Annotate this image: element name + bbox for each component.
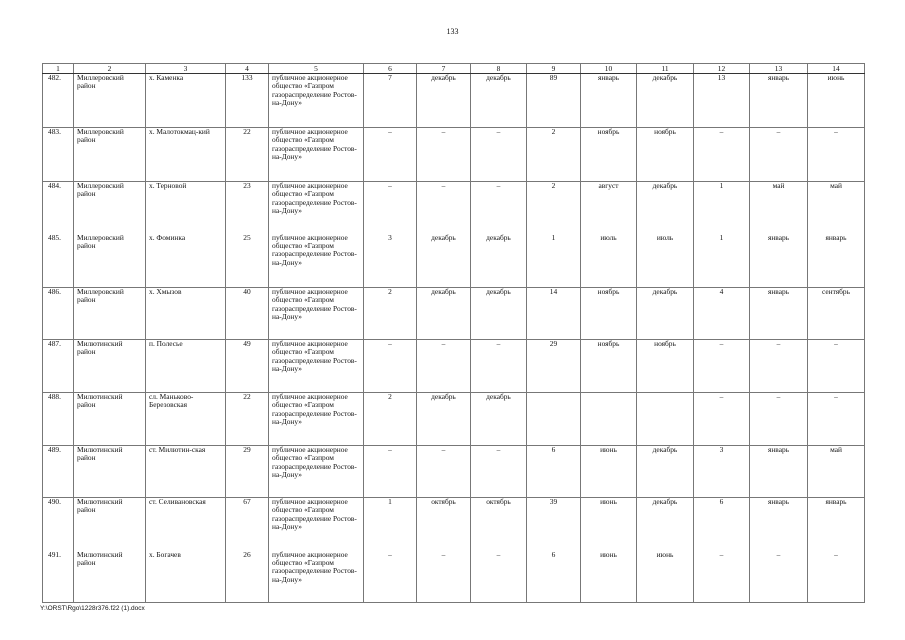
- col6-cell: 2: [364, 393, 417, 446]
- col11-cell: ноябрь: [637, 128, 694, 182]
- col8-cell: –: [471, 551, 527, 603]
- col12-cell: 4: [694, 288, 750, 340]
- district-cell: Милютинский район: [74, 446, 146, 498]
- col14-cell: май: [808, 446, 865, 498]
- district-cell: Миллеровский район: [74, 234, 146, 288]
- col9-cell: [527, 393, 581, 446]
- column-header-14: 14: [808, 64, 865, 74]
- col4-cell: 67: [226, 498, 269, 551]
- col8-cell: декабрь: [471, 234, 527, 288]
- col12-cell: 1: [694, 234, 750, 288]
- column-header-10: 10: [581, 64, 637, 74]
- column-header-2: 2: [74, 64, 146, 74]
- col9-cell: 2: [527, 182, 581, 234]
- column-header-5: 5: [269, 64, 364, 74]
- organization-cell: публичное акционерное общество «Газпром газораспределение Ростов-на-Дону»: [269, 551, 364, 603]
- col7-cell: декабрь: [417, 393, 471, 446]
- settlement-cell: ст. Милютин-ская: [146, 446, 226, 498]
- col10-cell: [581, 393, 637, 446]
- col14-cell: –: [808, 551, 865, 603]
- footer-file-path: Y:\ORST\Rgo\1228r376.f22 (1).docx: [40, 605, 145, 612]
- col10-cell: июль: [581, 234, 637, 288]
- table-row: [43, 340, 865, 393]
- col13-cell: январь: [750, 288, 808, 340]
- col4-cell: 40: [226, 288, 269, 340]
- col11-cell: июль: [637, 234, 694, 288]
- col7-cell: –: [417, 182, 471, 234]
- col6-cell: –: [364, 446, 417, 498]
- row-number: 483.: [43, 128, 74, 182]
- col12-cell: –: [694, 128, 750, 182]
- settlement-cell: х. Фоминка: [146, 234, 226, 288]
- organization-cell: публичное акционерное общество «Газпром газораспределение Ростов-на-Дону»: [269, 182, 364, 234]
- table-row: [43, 446, 865, 498]
- settlement-cell: х. Каменка: [146, 74, 226, 128]
- col10-cell: ноябрь: [581, 288, 637, 340]
- col4-cell: 22: [226, 128, 269, 182]
- column-header-12: 12: [694, 64, 750, 74]
- col14-cell: –: [808, 128, 865, 182]
- settlement-cell: х. Малотокмац-кий: [146, 128, 226, 182]
- col4-cell: 23: [226, 182, 269, 234]
- organization-cell: публичное акционерное общество «Газпром газораспределение Ростов-на-Дону»: [269, 340, 364, 393]
- column-header-8: 8: [471, 64, 527, 74]
- col7-cell: –: [417, 446, 471, 498]
- col11-cell: [637, 393, 694, 446]
- col4-cell: 22: [226, 393, 269, 446]
- col13-cell: январь: [750, 74, 808, 128]
- col6-cell: 3: [364, 234, 417, 288]
- col6-cell: 1: [364, 498, 417, 551]
- col11-cell: декабрь: [637, 74, 694, 128]
- column-header-6: 6: [364, 64, 417, 74]
- page-number: 133: [446, 27, 459, 36]
- col13-cell: январь: [750, 498, 808, 551]
- table-row: [43, 74, 865, 128]
- col14-cell: июнь: [808, 74, 865, 128]
- col14-cell: январь: [808, 234, 865, 288]
- col10-cell: ноябрь: [581, 128, 637, 182]
- col10-cell: январь: [581, 74, 637, 128]
- row-number: 488.: [43, 393, 74, 446]
- col13-cell: май: [750, 182, 808, 234]
- district-cell: Милютинский район: [74, 393, 146, 446]
- row-number: 485.: [43, 234, 74, 288]
- district-cell: Милютинский район: [74, 551, 146, 603]
- table-row: [43, 128, 865, 182]
- column-header-13: 13: [750, 64, 808, 74]
- col7-cell: декабрь: [417, 74, 471, 128]
- col8-cell: декабрь: [471, 288, 527, 340]
- row-number: 484.: [43, 182, 74, 234]
- col11-cell: декабрь: [637, 288, 694, 340]
- district-cell: Миллеровский район: [74, 74, 146, 128]
- col10-cell: август: [581, 182, 637, 234]
- table-header: [43, 64, 865, 74]
- organization-cell: публичное акционерное общество «Газпром газораспределение Ростов-на-Дону»: [269, 446, 364, 498]
- organization-cell: публичное акционерное общество «Газпром газораспределение Ростов-на-Дону»: [269, 288, 364, 340]
- table-row: [43, 182, 865, 234]
- col4-cell: 133: [226, 74, 269, 128]
- col6-cell: –: [364, 128, 417, 182]
- col11-cell: ноябрь: [637, 340, 694, 393]
- col7-cell: –: [417, 128, 471, 182]
- settlement-cell: х. Хмызов: [146, 288, 226, 340]
- col9-cell: 89: [527, 74, 581, 128]
- col13-cell: январь: [750, 446, 808, 498]
- col7-cell: –: [417, 551, 471, 603]
- table-body: [43, 74, 865, 603]
- settlement-cell: х. Терновой: [146, 182, 226, 234]
- col13-cell: –: [750, 393, 808, 446]
- row-number: 490.: [43, 498, 74, 551]
- table-row: [43, 234, 865, 288]
- row-number: 487.: [43, 340, 74, 393]
- column-header-3: 3: [146, 64, 226, 74]
- col10-cell: июнь: [581, 446, 637, 498]
- col14-cell: май: [808, 182, 865, 234]
- col12-cell: –: [694, 340, 750, 393]
- table-row: [43, 288, 865, 340]
- district-cell: Миллеровский район: [74, 128, 146, 182]
- table-row: [43, 393, 865, 446]
- col6-cell: 7: [364, 74, 417, 128]
- col8-cell: декабрь: [471, 74, 527, 128]
- col10-cell: ноябрь: [581, 340, 637, 393]
- col14-cell: январь: [808, 498, 865, 551]
- col9-cell: 14: [527, 288, 581, 340]
- row-number: 489.: [43, 446, 74, 498]
- col7-cell: октябрь: [417, 498, 471, 551]
- district-cell: Миллеровский район: [74, 288, 146, 340]
- col9-cell: 6: [527, 446, 581, 498]
- col14-cell: сентябрь: [808, 288, 865, 340]
- col6-cell: –: [364, 182, 417, 234]
- col9-cell: 6: [527, 551, 581, 603]
- col13-cell: январь: [750, 234, 808, 288]
- settlement-cell: х. Богачев: [146, 551, 226, 603]
- column-header-1: 1: [43, 64, 74, 74]
- settlement-cell: п. Полесье: [146, 340, 226, 393]
- col8-cell: –: [471, 182, 527, 234]
- col7-cell: декабрь: [417, 288, 471, 340]
- col12-cell: –: [694, 393, 750, 446]
- col8-cell: –: [471, 340, 527, 393]
- column-header-11: 11: [637, 64, 694, 74]
- col11-cell: декабрь: [637, 446, 694, 498]
- col8-cell: декабрь: [471, 393, 527, 446]
- col12-cell: 6: [694, 498, 750, 551]
- col7-cell: –: [417, 340, 471, 393]
- col10-cell: июнь: [581, 551, 637, 603]
- col9-cell: 39: [527, 498, 581, 551]
- col8-cell: –: [471, 128, 527, 182]
- col12-cell: 13: [694, 74, 750, 128]
- table-row: [43, 551, 865, 603]
- col9-cell: 29: [527, 340, 581, 393]
- col6-cell: –: [364, 340, 417, 393]
- col11-cell: декабрь: [637, 182, 694, 234]
- col13-cell: –: [750, 551, 808, 603]
- col11-cell: июнь: [637, 551, 694, 603]
- col4-cell: 49: [226, 340, 269, 393]
- organization-cell: публичное акционерное общество «Газпром газораспределение Ростов-на-Дону»: [269, 498, 364, 551]
- organization-cell: публичное акционерное общество «Газпром газораспределение Ростов-на-Дону»: [269, 234, 364, 288]
- col12-cell: –: [694, 551, 750, 603]
- col9-cell: 2: [527, 128, 581, 182]
- col7-cell: декабрь: [417, 234, 471, 288]
- column-header-7: 7: [417, 64, 471, 74]
- settlement-cell: ст. Селивановская: [146, 498, 226, 551]
- col13-cell: –: [750, 340, 808, 393]
- col6-cell: –: [364, 551, 417, 603]
- col13-cell: –: [750, 128, 808, 182]
- col9-cell: 1: [527, 234, 581, 288]
- col6-cell: 2: [364, 288, 417, 340]
- col10-cell: июнь: [581, 498, 637, 551]
- organization-cell: публичное акционерное общество «Газпром газораспределение Ростов-на-Дону»: [269, 393, 364, 446]
- col12-cell: 3: [694, 446, 750, 498]
- row-number: 482.: [43, 74, 74, 128]
- district-cell: Милютинский район: [74, 498, 146, 551]
- settlement-cell: сл. Маньково-Березовская: [146, 393, 226, 446]
- district-cell: Миллеровский район: [74, 182, 146, 234]
- table-row: [43, 498, 865, 551]
- col4-cell: 26: [226, 551, 269, 603]
- row-number: 486.: [43, 288, 74, 340]
- col12-cell: 1: [694, 182, 750, 234]
- col4-cell: 29: [226, 446, 269, 498]
- col4-cell: 25: [226, 234, 269, 288]
- row-number: 491.: [43, 551, 74, 603]
- data-table: [42, 63, 865, 603]
- col8-cell: –: [471, 446, 527, 498]
- column-header-4: 4: [226, 64, 269, 74]
- col14-cell: –: [808, 393, 865, 446]
- organization-cell: публичное акционерное общество «Газпром газораспределение Ростов-на-Дону»: [269, 128, 364, 182]
- column-header-9: 9: [527, 64, 581, 74]
- organization-cell: публичное акционерное общество «Газпром газораспределение Ростов-на-Дону»: [269, 74, 364, 128]
- col8-cell: октябрь: [471, 498, 527, 551]
- col14-cell: –: [808, 340, 865, 393]
- col11-cell: декабрь: [637, 498, 694, 551]
- district-cell: Милютинский район: [74, 340, 146, 393]
